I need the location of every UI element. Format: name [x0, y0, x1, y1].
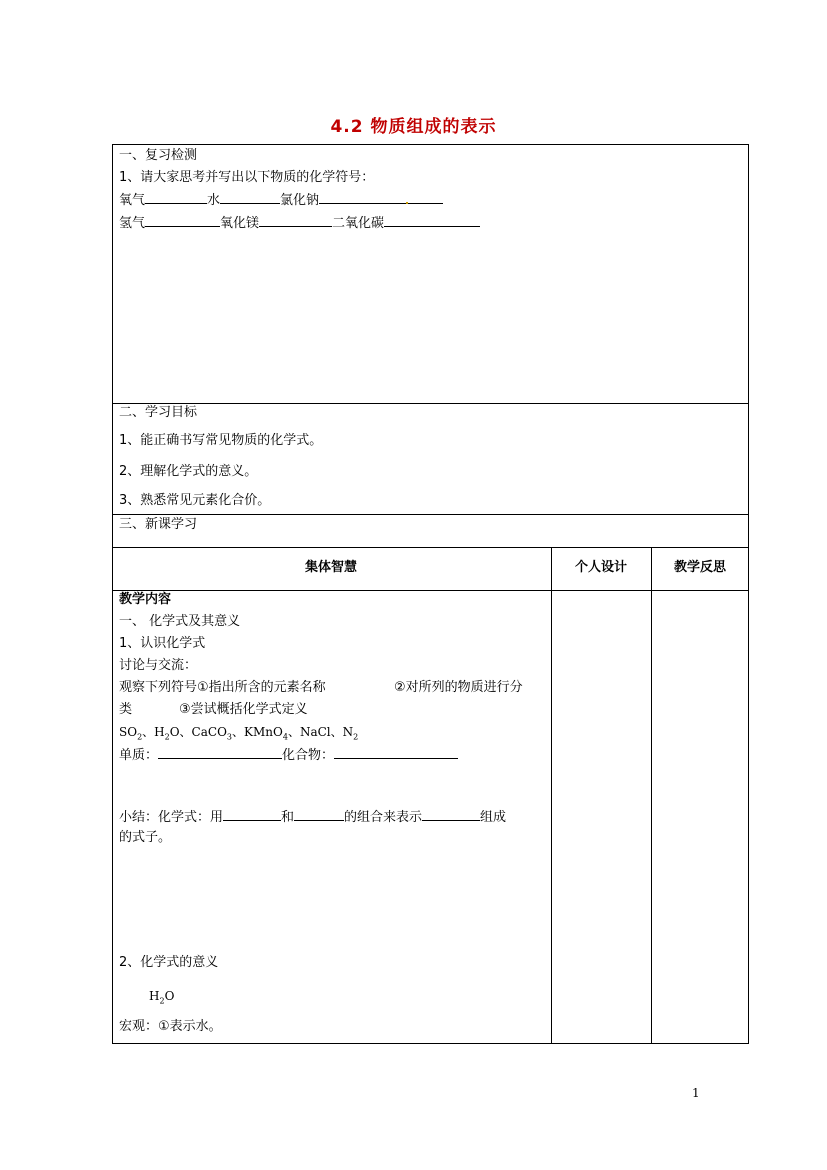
h2o-formula: $H_2O$ [149, 989, 175, 1006]
define-instruction: ③尝试概括化学式定义 [179, 702, 308, 717]
column-divider [551, 547, 552, 1044]
goals-heading: 二、学习目标 [119, 405, 198, 420]
row-divider [113, 514, 748, 515]
column-header-reflection: 教学反思 [673, 560, 726, 575]
classify-continuation: 类 [119, 702, 133, 717]
new-lesson-heading: 三、新课学习 [119, 517, 198, 532]
review-question: 1、请大家思考并写出以下物质的化学符号： [119, 170, 375, 185]
summary-line: 小结：化学式：用 和 的组合来表示 组成 [119, 810, 507, 825]
document-title: 4.2 物质组成的表示 [330, 117, 497, 137]
stray-mark [406, 202, 408, 204]
content-label: 教学内容 [119, 592, 172, 607]
subsection-heading: 2、化学式的意义 [119, 955, 219, 970]
column-divider [651, 547, 652, 1044]
goal-item: 1、能正确书写常见物质的化学式。 [119, 433, 323, 448]
goal-item: 2、理解化学式的意义。 [119, 464, 258, 479]
row-divider [113, 590, 748, 591]
classify-instruction: ②对所列的物质进行分 [394, 680, 523, 695]
observe-instruction: 观察下列符号①指出所含的元素名称 [119, 680, 326, 695]
review-row-2: 氢气 氧化镁 二氧化碳 [119, 214, 480, 232]
formula-list: $SO_2$、$H_2O$、CaCO$_3$、KMnO$_4$、NaCl、$N_2$ [119, 725, 359, 742]
row-divider [113, 403, 748, 404]
page-number: 1 [692, 1086, 700, 1100]
discussion-label: 讨论与交流： [119, 658, 198, 673]
column-header-collective: 集体智慧 [304, 560, 357, 575]
lesson-table [112, 144, 749, 1044]
review-heading: 一、复习检测 [119, 148, 198, 163]
classification-row: 单质： 化合物： [119, 746, 458, 764]
review-row-1: 氧气 水 氯化钠 [119, 191, 443, 209]
section-heading: 一、 化学式及其意义 [119, 614, 241, 629]
subsection-heading: 1、认识化学式 [119, 636, 206, 651]
row-divider [113, 547, 748, 548]
summary-continuation: 的式子。 [119, 830, 172, 845]
column-header-personal: 个人设计 [574, 560, 627, 575]
macro-meaning: 宏观：①表示水。 [119, 1019, 222, 1034]
goal-item: 3、熟悉常见元素化合价。 [119, 493, 271, 508]
